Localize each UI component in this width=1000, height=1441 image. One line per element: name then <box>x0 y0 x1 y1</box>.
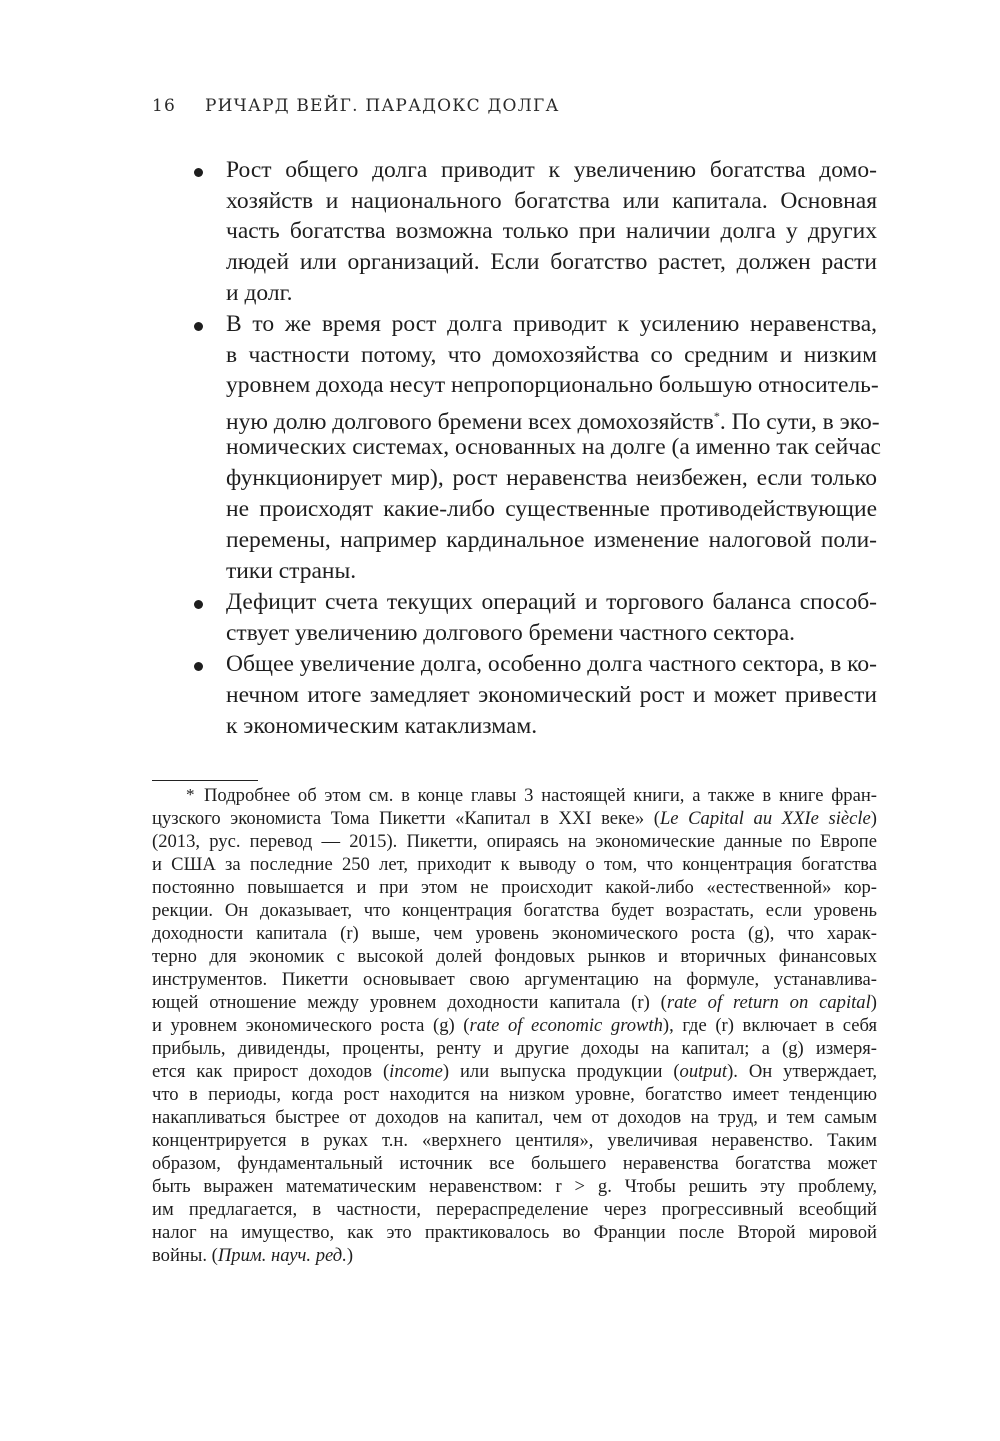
footnote-line: терно для экономик с высокой долей фондовых рынков и вторичных финансовых <box>152 946 877 967</box>
footnote-italic-term: income <box>389 1061 443 1082</box>
footnote-line: Подробнее об этом см. в конце главы 3 настоящей книги, а также в книге фран- <box>204 785 877 806</box>
bullet-4-line-1: Общее увеличение долга, особенно долга частного сектора, в ко- <box>226 651 877 677</box>
footnote-line: образом, фундаментальный источник все большего неравенства богатства может <box>152 1153 877 1174</box>
footnote-text: ется как прирост доходов ( <box>152 1061 390 1082</box>
footnote-line: им предлагается, в частности, перераспределение через прогрессивный всеобщий <box>152 1199 877 1220</box>
footnote-italic-term: rate of economic growth <box>469 1015 663 1036</box>
bullet-1-line-2: хозяйств и национального богатства или капитала. Основная <box>226 188 877 214</box>
bullet-2-line-8: перемены, например кардинальное изменение налоговой поли- <box>226 527 877 553</box>
footnote-line <box>152 1060 877 1083</box>
footnote-line <box>152 807 877 830</box>
footnote-line <box>152 991 877 1014</box>
footnote-text: ) или выпуска продукции ( <box>442 1061 680 1082</box>
bullet-4-line-2: нечном итоге замедляет экономический рост и может привести <box>226 682 877 708</box>
footnote-marker: * <box>186 785 195 804</box>
footnote-text: ) <box>870 992 877 1013</box>
bullet-2-line-6: функционирует мир), рост неравенства неизбежен, если только <box>226 465 877 491</box>
footnote-line: налог на имущество, как это практиковалось во Франции после Второй мировой <box>152 1222 877 1243</box>
bullet-2-line-5: номических системах, основанных на долге (а именно так сейчас <box>226 434 881 460</box>
footnote-line: накапливаться быстрее от доходов на капитал, чем от доходов на труд, и тем самым <box>152 1107 877 1128</box>
bullet-1-line-4: людей или организаций. Если богатство растет, должен расти <box>226 249 877 275</box>
footnote-line: что в периоды, когда рост находится на низком уровне, богатство имеет тенденцию <box>152 1084 877 1105</box>
bullet-dot-icon <box>194 322 203 331</box>
bullet-2-line-2: в частности потому, что домохозяйства со средним и низким <box>226 342 877 368</box>
bullet-1-line-3: часть богатства возможна только при наличии долга у других <box>226 218 877 244</box>
footnote-text: и уровнем экономического роста (g) ( <box>152 1015 470 1036</box>
footnote-marker-link[interactable]: * <box>713 409 720 423</box>
footnote-separator-rule <box>152 780 258 781</box>
page-number: 16 <box>152 96 177 116</box>
footnote-line: постоянно повышается и при этом не происходит какой-либо «естественной» кор- <box>152 877 877 898</box>
bullet-dot-icon <box>194 168 203 177</box>
bullet-1-line-5: и долг. <box>226 280 293 306</box>
bullet-dot-icon <box>194 600 203 609</box>
footnote-line: инструментов. Пикетти основывает свою аргументацию на формуле, устанавлива- <box>152 969 877 990</box>
footnote-line: (2013, рус. перевод — 2015). Пикетти, опираясь на экономические данные по Европе <box>152 831 877 852</box>
editor-note: Прим. науч. ред. <box>217 1245 347 1266</box>
footnote-line: и США за последние 250 лет, приходит к выводу о том, что концентрация богатства <box>152 854 877 875</box>
bullet-2-line-4 <box>226 401 880 435</box>
footnote-line: быть выражен математическим неравенством: r > g. Чтобы решить эту проблему, <box>152 1176 877 1197</box>
footnote-text: ). Он утверждает, <box>727 1061 877 1082</box>
footnote-line <box>152 1244 877 1267</box>
bullet-2-line-9: тики страны. <box>226 558 357 584</box>
bullet-2-line-3: уровнем дохода несут непропорционально большую относитель- <box>226 372 879 398</box>
footnote-line: доходности капитала (r) выше, чем уровень экономического роста (g), что харак- <box>152 923 877 944</box>
bullet-dot-icon <box>194 662 203 671</box>
footnote-text: ), где (r) включает в себя <box>662 1015 878 1036</box>
bullet-1-line-1: Рост общего долга приводит к увеличению богатства домо- <box>226 157 877 183</box>
footnote-line: рекции. Он доказывает, что концентрация богатства будет возрастать, если уровень <box>152 900 877 921</box>
footnote-line: концентрируется в руках т.н. «верхнего центиля», увеличивая неравенство. Таким <box>152 1130 877 1151</box>
footnote-text: ющей отношение между уровнем доходности капитала (r) ( <box>152 992 667 1013</box>
bullet-2-line-4-tail: . По сути, в эко- <box>719 409 880 435</box>
bullet-2-line-1: В то же время рост долга приводит к усилению неравенства, <box>226 311 877 337</box>
bullet-2-line-7: не происходят какие-либо существенные противодействующие <box>226 496 877 522</box>
footnote-italic-term: rate of return on capital <box>666 992 871 1013</box>
footnote-italic-title: Le Capital au XXIe siècle <box>659 808 871 829</box>
footnote-text: ) <box>346 1245 354 1266</box>
footnote-italic-term: output <box>679 1061 728 1082</box>
footnote-text: цузского экономиста Тома Пикетти «Капитал в XXI веке» ( <box>152 808 660 829</box>
footnote-line: прибыль, дивиденды, проценты, ренту и другие доходы на капитал; а (g) измеря- <box>152 1038 877 1059</box>
running-head-title: РИЧАРД ВЕЙГ. ПАРАДОКС ДОЛГА <box>205 96 560 116</box>
footnote-line <box>152 1014 877 1037</box>
bullet-2-line-4-text: ную долю долгового бремени всех домохозяйств <box>226 409 714 435</box>
bullet-3-line-1: Дефицит счета текущих операций и торгового баланса способ- <box>226 589 877 615</box>
footnote-text: войны. ( <box>152 1245 218 1266</box>
footnote-text: ) <box>870 808 877 829</box>
bullet-3-line-2: ствует увеличению долгового бремени частного сектора. <box>226 620 796 646</box>
bullet-4-line-3: к экономическим катаклизмам. <box>226 713 538 739</box>
